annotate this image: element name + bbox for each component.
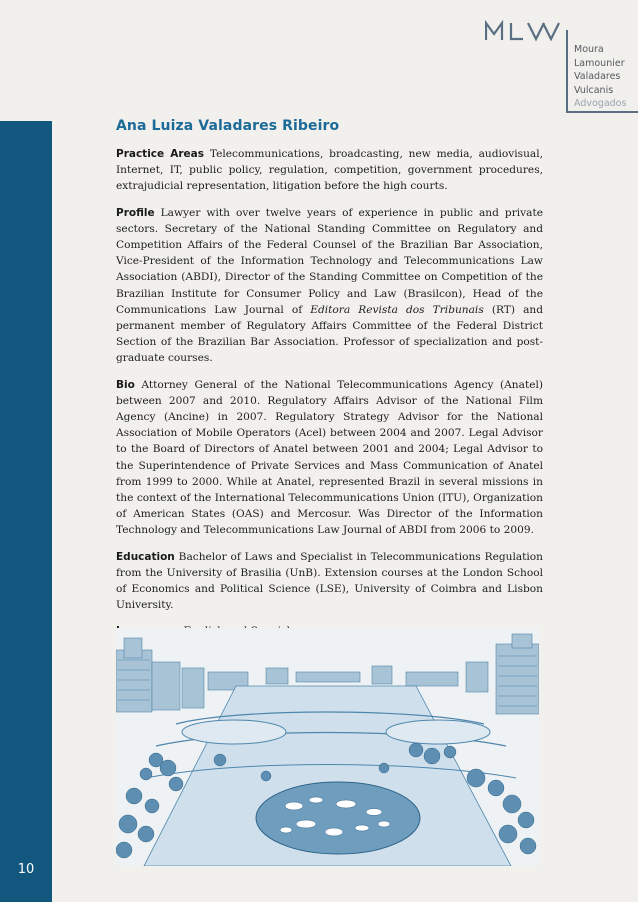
cityscape-drawing (116, 628, 539, 866)
profile-text-end: (RT) and permanent member of Regulatory Affairs Committee of the Federal District Section of the Brazilian Bar Association. Professor of specialization and post-graduate courses. (116, 303, 543, 365)
firm-type: Advogados (574, 98, 627, 110)
practice-areas-label: Practice Areas (116, 148, 205, 160)
left-accent-bar (0, 121, 52, 902)
bio-text: Attorney General of the National Telecommunications Agency (Anatel) between 2007 and 2010. Regulatory Affairs Advisor of the National Film Agency (Ancine) in 2007. Regulatory Strategy Advisor for the National Association of Mobile Operators (Acel) between 2004 and 2007. Legal Advisor to the Board of Directors of Anatel between 2001 and 2004; Legal Advisor to the Superintendence of Private Services and Mass Communication of Anatel from 1999 to 2000. While at Anatel, represented Brazil in several missions in the context of the International Telecommunications Union (ITU), Organization of American States (OAS) and Mercosur. Was Director of the Information Technology and Telecommunications Law Journal of ABDI from 2006 to 2009. (116, 378, 543, 537)
profile-label: Profile (116, 206, 155, 219)
practice-areas-section (116, 146, 543, 195)
practice-areas-text: Telecommunications, broadcasting, new media, audiovisual, Internet, IT, public policy, regulation, competition, government procedures, extrajudicial representation, litigation before the high courts. (116, 148, 543, 193)
education-text: Bachelor of Laws and Specialist in Telecommunications Regulation from the University of Brasilia (UnB). Extension courses at the London School of Economics and Political Science (LSE), University of Coimbra and Lisbon University. (116, 550, 543, 612)
mlvv-logo (485, 20, 560, 42)
partner-names (574, 43, 626, 111)
profile-section (116, 205, 543, 367)
profile-content (116, 146, 543, 676)
partner-name: Vulcanis (574, 84, 614, 96)
page-number: 10 (17, 862, 35, 877)
brasilia-esplanade-illustration (116, 628, 539, 866)
education-section (116, 549, 543, 614)
partner-name: Lamounier (574, 57, 625, 69)
education-label: Education (116, 550, 175, 563)
bio-section (116, 377, 543, 539)
partner-name: Moura (574, 44, 604, 55)
lawyer-name: Ana Luiza Valadares Ribeiro (116, 118, 340, 134)
profile-text: Lawyer with over twelve years of experience in public and private sectors. Secretary of the National Standing Committee on Regulatory and Competition Affairs of the Federal Counsel of the Brazilian Bar Association, Vice-President of the Information Technology and Telecommunications Law Association (ABDI), Director of the Standing Committee on Competition of the Brazilian Institute for Consumer Policy and Law (Brasilcon), Head of the Communications Law Journal of (116, 206, 543, 316)
journal-name: Editora Revista dos Tribunais (310, 303, 484, 316)
brand-underline (566, 111, 638, 113)
bio-label: Bio (116, 378, 135, 391)
partner-name: Valadares (574, 71, 621, 83)
brand-divider (566, 30, 568, 113)
